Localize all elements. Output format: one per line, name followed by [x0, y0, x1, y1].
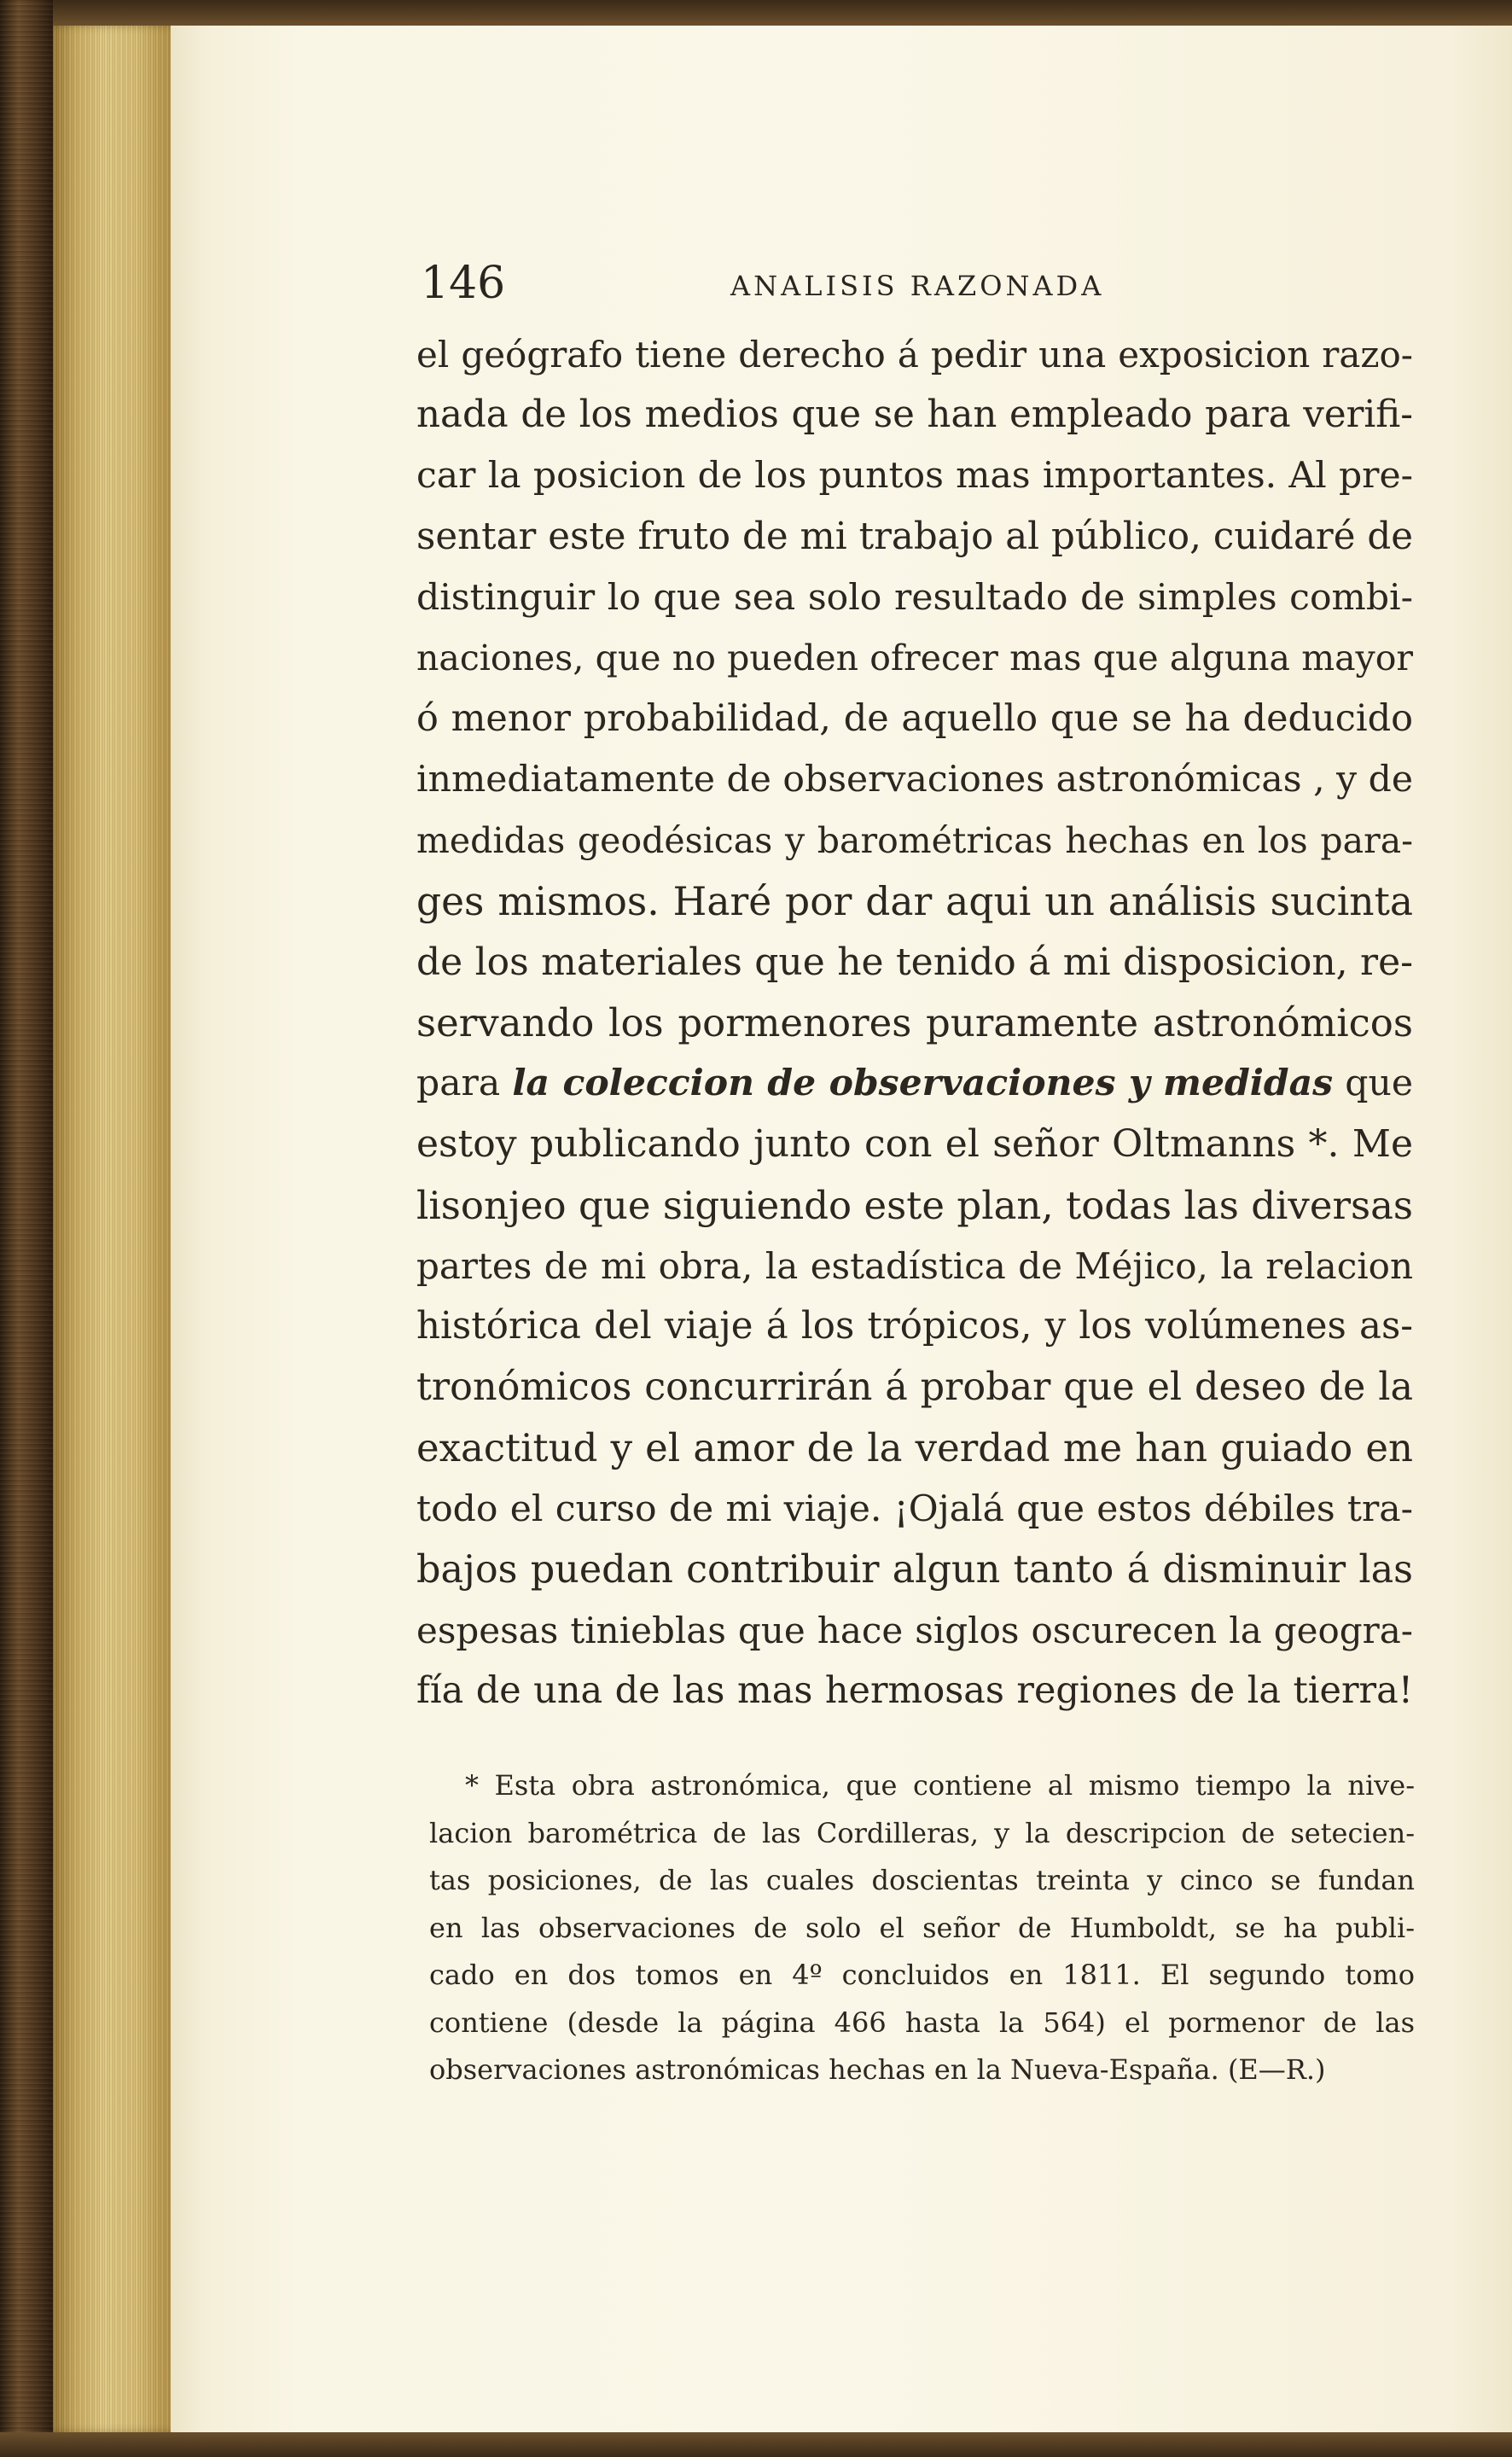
text-line: de los materiales que he tenido á mi disposicion, re- — [416, 940, 1413, 984]
line-suffix: que — [1345, 1063, 1413, 1105]
page-number: 146 — [421, 258, 506, 309]
book-cover-edge — [0, 0, 53, 2457]
top-edge — [0, 0, 1512, 26]
footnote — [429, 1762, 1415, 2094]
line-prefix: para — [416, 1063, 501, 1105]
text-line-with-italic-title — [416, 1053, 1413, 1114]
text-line: distinguir lo que sea solo resultado de simples combi- — [416, 576, 1413, 619]
text-line: bajos puedan contribuir algun tanto á disminuir las — [416, 1547, 1413, 1592]
text-line: medidas geodésicas y barométricas hechas en los para- — [416, 819, 1413, 861]
footnote-line: * Esta obra astronómica, que contiene al mismo tiempo la nive- — [465, 1769, 1415, 1802]
text-line: ó menor probabilidad, de aquello que se ha deducido — [416, 697, 1413, 741]
text-line: sentar este fruto de mi trabajo al público, cuidaré de — [416, 515, 1413, 558]
text-line: todo el curso de mi viaje. ¡Ojalá que estos débiles tra- — [416, 1488, 1413, 1530]
text-line: naciones, que no pueden ofrecer mas que alguna mayor — [416, 637, 1413, 678]
footnote-line: observaciones astronómicas hechas en la Nueva-España. (E—R.) — [429, 2053, 1326, 2086]
text-line: histórica del viaje á los trópicos, y los volúmenes as- — [416, 1305, 1413, 1348]
text-line: car la posicion de los puntos mas importantes. Al pre- — [416, 455, 1413, 498]
main-text — [416, 324, 1413, 1721]
text-line: el geógrafo tiene derecho á pedir una exposicion razo- — [416, 334, 1413, 376]
text-line: fía de una de las mas hermosas regiones de la tierra! — [416, 1669, 1413, 1713]
footnote-line: en las observaciones de solo el señor de Humboldt, se ha publi- — [429, 1911, 1415, 1944]
running-title: ANALISIS RAZONADA — [730, 270, 1105, 302]
footnote-line: contiene (desde la página 466 hasta la 564) el pormenor de las — [429, 2006, 1415, 2039]
text-line: espesas tinieblas que hace siglos oscurecen la geogra- — [416, 1609, 1413, 1651]
text-line: nada de los medios que se han empleado para verifi- — [416, 393, 1413, 437]
gilded-page-edge — [53, 26, 181, 2432]
text-line: tronómicos concurrirán á probar que el deseo de la — [416, 1365, 1413, 1410]
footnote-line: cado en dos tomos en 4º concluidos en 1811. El segundo tomo — [429, 1959, 1415, 1991]
text-line: ges mismos. Haré por dar aqui un análisis sucinta — [416, 878, 1413, 924]
text-line: lisonjeo que siguiendo este plan, todas las diversas — [416, 1182, 1413, 1228]
footnote-line: tas posiciones, de las cuales doscientas treinta y cinco se fundan — [429, 1864, 1415, 1896]
italic-work-title: la coleccion de observaciones y medidas — [512, 1062, 1334, 1105]
text-line: exactitud y el amor de la verdad me han guiado en — [416, 1425, 1413, 1471]
text-line: servando los pormenores puramente astronómicos — [416, 1000, 1413, 1046]
running-head — [421, 258, 1445, 309]
bottom-edge — [0, 2432, 1512, 2457]
text-line: partes de mi obra, la estadística de Méjico, la relacion — [416, 1244, 1413, 1287]
text-line: estoy publicando junto con el señor Oltmanns *. Me — [416, 1122, 1413, 1167]
footnote-line: lacion barométrica de las Cordilleras, y la descripcion de setecien- — [429, 1816, 1415, 1849]
text-line: inmediatamente de observaciones astronómicas , y de — [416, 759, 1413, 801]
